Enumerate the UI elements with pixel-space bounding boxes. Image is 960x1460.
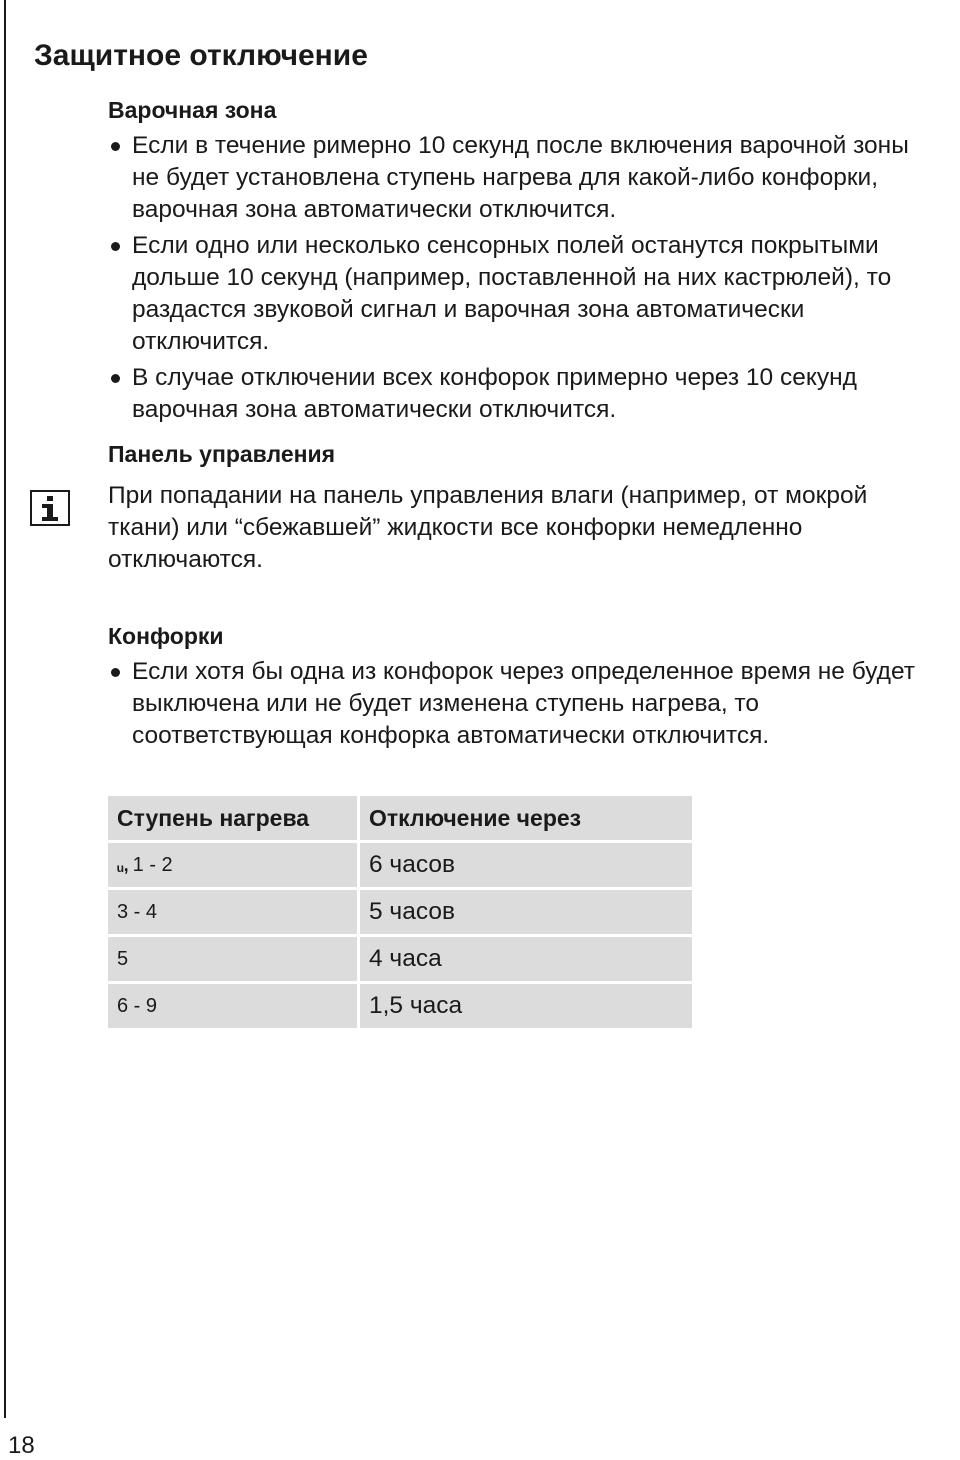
panel-text: При попадании на панель управления влаги (например, от мокрой ткани) или “сбежавшей” жидкости все конфорки немедленно отключаются. (108, 482, 868, 573)
content-column (108, 94, 928, 756)
page-margin-rule (4, 0, 6, 1418)
table-row (108, 984, 692, 1031)
list-item: В случае отключении всех конфорок примерно через 10 секунд варочная зона автоматически отключится. (108, 362, 928, 426)
table-row (108, 843, 692, 890)
page-number: 18 (8, 1432, 35, 1459)
burners-heading: Конфорки (108, 623, 224, 649)
level-cell (108, 843, 360, 890)
table-header-row (108, 796, 692, 843)
column-header-shutoff: Отключение через (360, 796, 692, 843)
list-item: Если в течение римерно 10 секунд после включения варочной зоны не будет установлена ступень нагрева для какой-либо конфорки, варочная зона автоматически отключится. (108, 130, 928, 226)
hob-heading: Варочная зона (108, 97, 277, 123)
burners-bullet-list (108, 656, 928, 752)
residual-heat-symbol: ᵤ, (117, 854, 129, 875)
level-cell: 3 - 4 (108, 890, 360, 937)
table-row (108, 890, 692, 937)
list-item: Если одно или несколько сенсорных полей останутся покрытыми дольше 10 секунд (например, поставленной на них кастрюлей), то раздастся звуковой сигнал и варочная зона автоматически отключится. (108, 230, 928, 358)
level-value: 1 - 2 (132, 853, 173, 876)
table-row (108, 937, 692, 984)
column-header-level: Ступень нагрева (108, 796, 360, 843)
time-cell: 4 часа (360, 937, 692, 984)
time-cell: 6 часов (360, 843, 692, 890)
panel-heading: Панель управления (108, 441, 336, 467)
time-cell: 1,5 часа (360, 984, 692, 1031)
shutoff-table (108, 796, 692, 1031)
hob-bullet-list (108, 130, 928, 426)
page-title: Защитное отключение (34, 39, 368, 72)
list-item: Если хотя бы одна из конфорок через определенное время не будет выключена или не будет изменена ступень нагрева, то соответствующая конфорка автоматически отключится. (108, 656, 928, 752)
info-icon (30, 490, 70, 526)
time-cell: 5 часов (360, 890, 692, 937)
level-cell: 5 (108, 937, 360, 984)
level-cell: 6 - 9 (108, 984, 360, 1031)
